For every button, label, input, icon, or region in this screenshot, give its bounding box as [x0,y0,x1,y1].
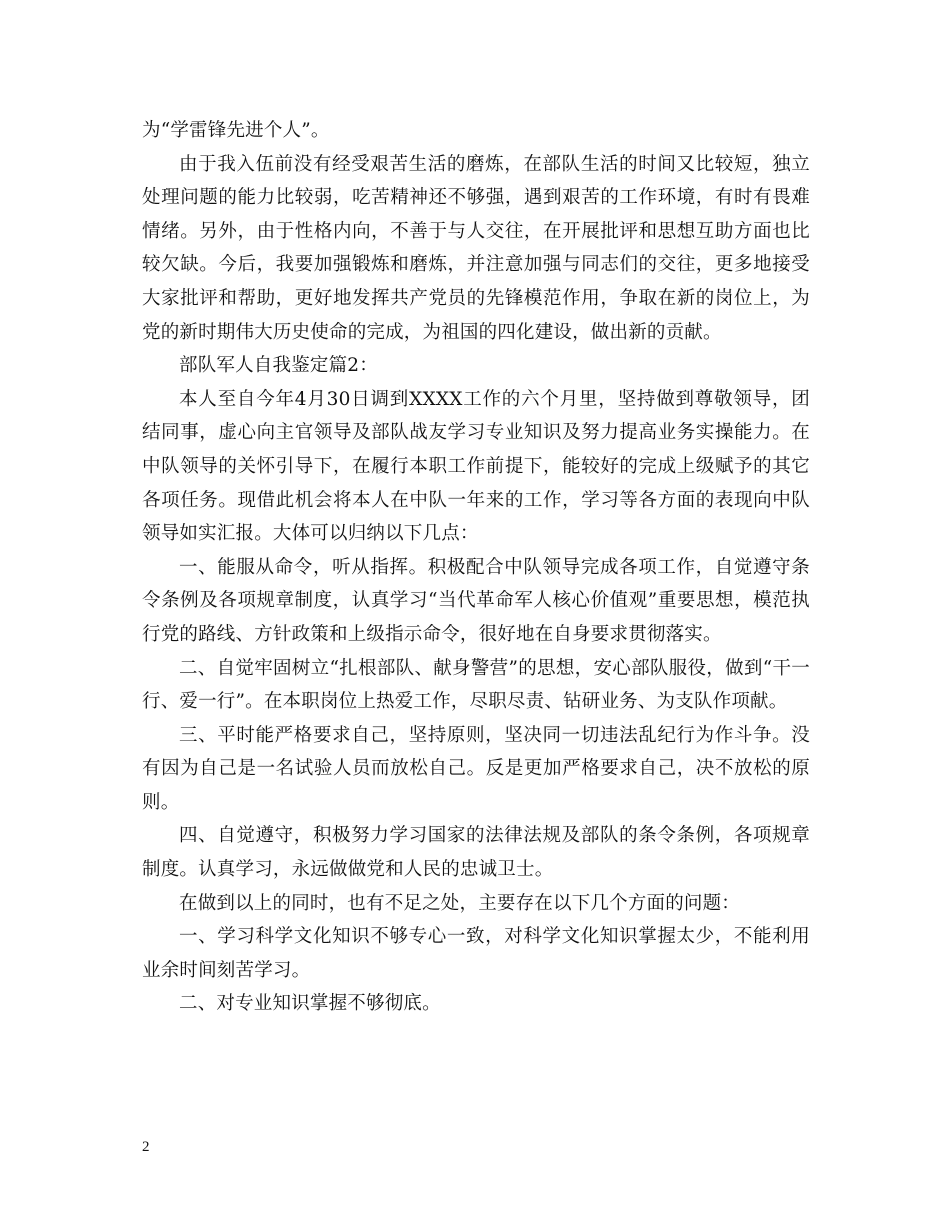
paragraph-continuation: 为“学雷锋先进个人”。 [142,120,330,141]
paragraph-shortcomings-intro: 在做到以上的同时，也有不足之处，主要存在以下几个方面的问题： [179,892,741,914]
paragraph-point-3: 三、平时能严格要求自己，坚持原则，坚决同一切违法乱纪行为作斗争。没有因为自己是一名试验人员而放松自己。反是更加严格要求自己，决不放松的原则。 [142,724,810,813]
paragraph-shortcoming-2: 二、对专业知识掌握不够彻底。 [179,993,441,1015]
document-page [142,114,810,1021]
section-heading-part-2: 部队军人自我鉴定篇2： [179,355,378,377]
paragraph-shortcoming-1: 一、学习科学文化知识不够专心一致，对科学文化知识掌握太少，不能利用业余时间刻苦学习。 [142,926,810,981]
paragraph-point-4: 四、自觉遵守，积极努力学习国家的法律法规及部队的条令条例，各项规章制度。认真学习，永远做做党和人民的忠诚卫士。 [142,825,810,881]
paragraph-point-2: 二、自觉牢固树立“扎根部队、献身警营”的思想，安心部队服役，做到“干一行、爱一行”。在本职岗位上热爱工作，尽职尽责、钻研业务、为支队作项献。 [142,657,810,713]
paragraph-self-assessment-shortcomings: 由于我入伍前没有经受艰苦生活的磨炼，在部队生活的时间又比较短，独立处理问题的能力比较弱，吃苦精神还不够强，遇到艰苦的工作环境，有时有畏难情绪。另外，由于性格内向，不善于与人交往，在开展批评和思想互助方面也比较欠缺。今后，我要加强锻炼和磨炼，并注意加强与同志们的交往，更多地接受大家批评和帮助，更好地发挥共产党员的先锋模范作用，争取在新的岗位上，为党的新时期伟大历史使命的完成，为祖国的四化建设，做出新的贡献。 [142,153,810,343]
paragraph-point-1: 一、能服从命令，听从指挥。积极配合中队领导完成各项工作，自觉遵守条令条例及各项规章制度，认真学习“当代革命军人核心价值观”重要思想，模范执行党的路线、方针政策和上级指示命令，很好地在自身要求贯彻落实。 [142,556,810,645]
paragraph-introduction: 本人至自今年4月30日调到XXXX工作的六个月里，坚持做到尊敬领导，团结同事，虚心向主官领导及部队战友学习专业知识及努力提高业务实操能力。在中队领导的关怀引导下，在履行本职工作前提下，能较好的完成上级赋予的其它各项任务。现借此机会将本人在中队一年来的工作，学习等各方面的表现向中队领导如实汇报。大体可以归纳以下几点： [142,388,810,545]
page-number: 2 [142,1139,150,1155]
